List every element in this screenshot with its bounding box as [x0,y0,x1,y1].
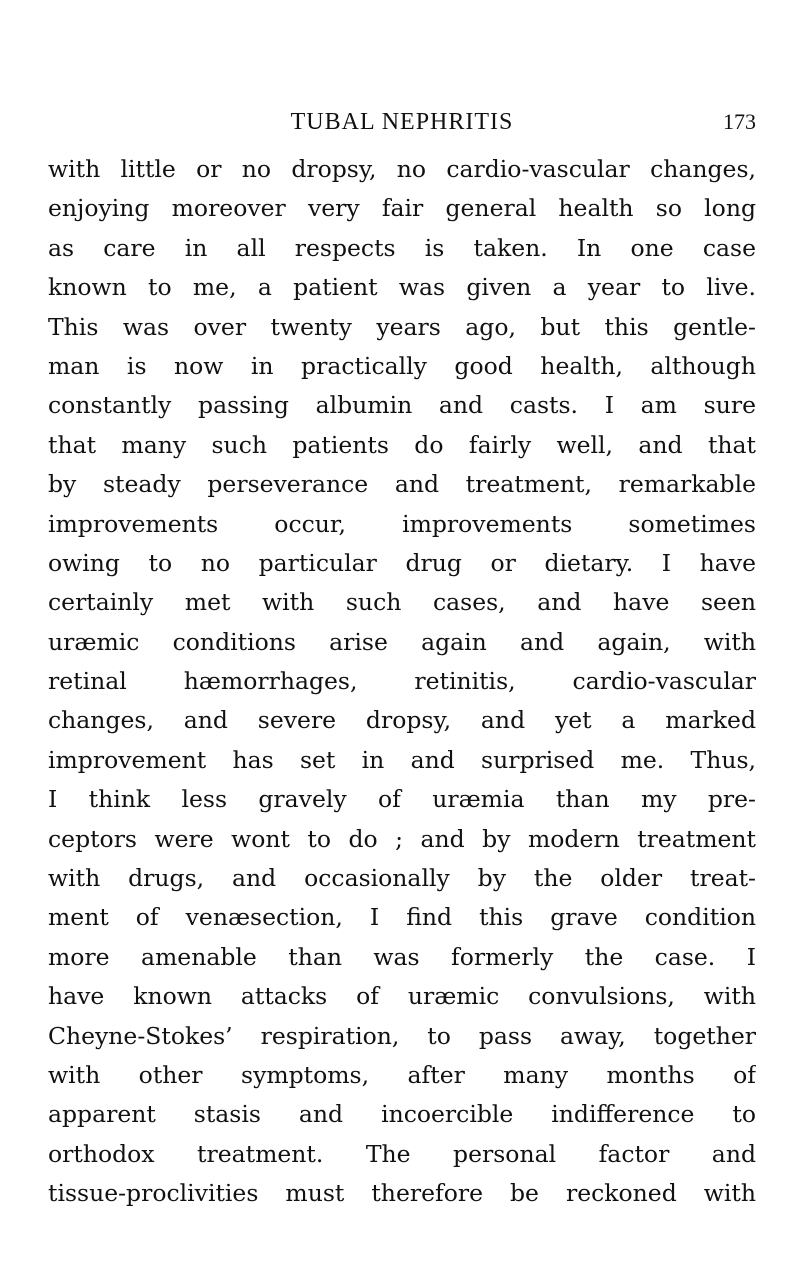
body-paragraph [48,150,756,1214]
text-line: man is now in practically good health, although [48,351,756,380]
text-line: constantly passing albumin and casts. I am sure [48,391,756,420]
text-line: more amenable than was formerly the case. I [48,942,756,971]
text-line: enjoying moreover very fair general health so long [48,194,756,223]
text-line: changes, and severe dropsy, and yet a marked [48,706,756,735]
text-line: ment of venæsection, I find this grave condition [48,903,756,932]
text-line: improvements occur, improvements sometimes [48,509,756,538]
text-line: with other symptoms, after many months of [48,1060,756,1089]
text-line: with little or no dropsy, no cardio-vascular changes, [48,155,756,183]
text-line: tissue-proclivities must therefore be reckoned with [48,1179,756,1208]
text-line: orthodox treatment. The personal factor and [48,1139,756,1168]
text-line: by steady perseverance and treatment, remarkable [48,470,756,499]
text-line: apparent stasis and incoercible indifference to [48,1100,756,1129]
text-line: improvement has set in and surprised me. Thus, [48,745,756,774]
running-head [48,104,756,140]
text-line: ceptors were wont to do ; and by modern treatment [48,824,756,853]
page-number: 173 [723,109,756,134]
text-line: owing to no particular drug or dietary. I have [48,548,756,577]
text-line: certainly met with such cases, and have seen [48,588,756,617]
text-line: This was over twenty years ago, but this gentle- [48,312,756,341]
running-title: TUBAL NEPHRITIS [290,109,514,135]
text-line: known to me, a patient was given a year to live. [48,273,756,302]
text-line: uræmic conditions arise again and again, with [48,627,756,656]
text-line: Cheyne-Stokes’ respiration, to pass away, together [48,1021,756,1050]
text-line: as care in all respects is taken. In one case [48,233,756,262]
text-line: have known attacks of uræmic convulsions, with [48,982,756,1011]
text-line: with drugs, and occasionally by the older treat- [48,864,756,893]
text-line: I think less gravely of uræmia than my pre- [48,785,756,814]
text-line: retinal hæmorrhages, retinitis, cardio-vascular [48,667,756,696]
text-line: that many such patients do fairly well, and that [48,430,756,459]
